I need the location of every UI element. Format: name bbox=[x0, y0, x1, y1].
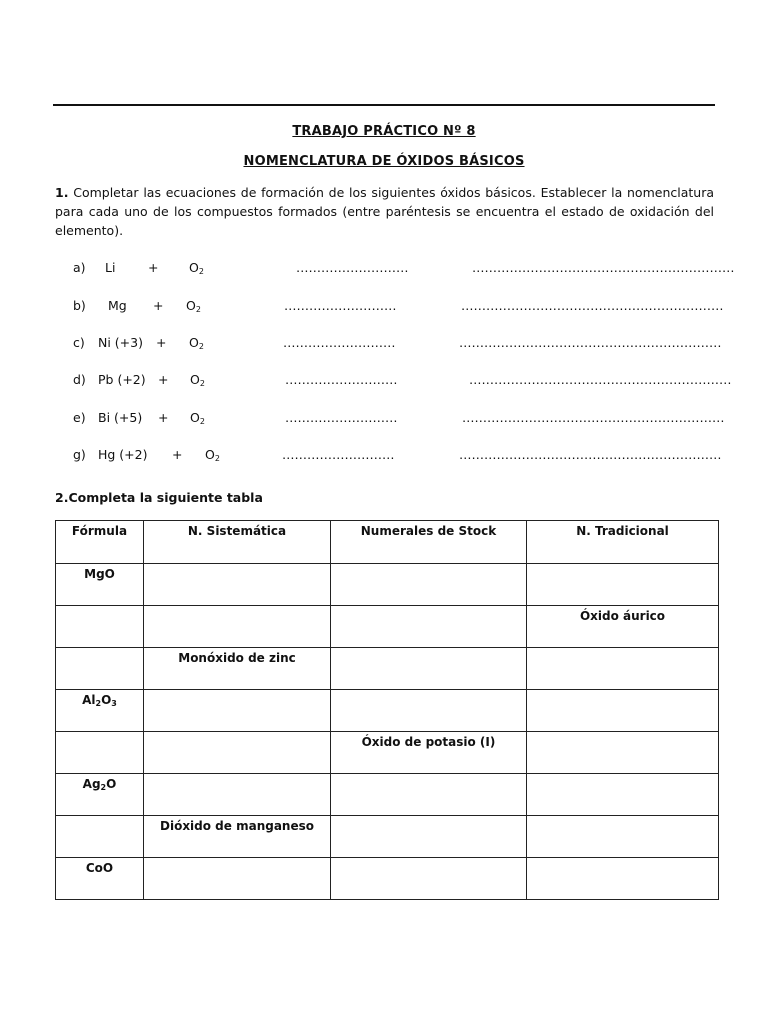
product-blank: ……………………… bbox=[284, 298, 397, 313]
cell-stock bbox=[331, 690, 527, 732]
cell-formula bbox=[56, 774, 144, 816]
product-blank: ……………………… bbox=[283, 335, 396, 350]
cell-tradicional bbox=[527, 564, 719, 606]
cell-text bbox=[527, 648, 718, 651]
equation-letter: a) bbox=[73, 260, 86, 275]
cell-sistematica bbox=[144, 858, 331, 900]
column-header-formula: Fórmula bbox=[56, 521, 144, 564]
cell-stock bbox=[331, 774, 527, 816]
equation-plus: + bbox=[156, 335, 167, 350]
cell-sistematica bbox=[144, 816, 331, 858]
equation-reactant bbox=[205, 447, 220, 463]
cell-formula bbox=[56, 648, 144, 690]
cell-sistematica bbox=[144, 732, 331, 774]
reactant-symbol: O bbox=[190, 410, 200, 425]
cell-text: $Ag_2O$ bbox=[82, 777, 117, 792]
cell-text bbox=[56, 732, 143, 735]
cell-text bbox=[331, 564, 526, 567]
equation-plus: + bbox=[158, 410, 169, 425]
top-rule bbox=[53, 104, 715, 106]
cell-sistematica bbox=[144, 648, 331, 690]
cell-text: Óxido de potasio (I) bbox=[361, 735, 496, 749]
name-blank: ……………………………………………………… bbox=[462, 410, 725, 425]
exercise-1-number: 1. bbox=[55, 185, 69, 200]
equation-reactant bbox=[190, 410, 205, 426]
cell-text bbox=[56, 816, 143, 819]
page-subtitle: NOMENCLATURA DE ÓXIDOS BÁSICOS bbox=[243, 154, 525, 169]
table-row bbox=[56, 690, 719, 732]
equation-element: Mg bbox=[108, 298, 127, 313]
cell-text bbox=[144, 732, 330, 735]
reactant-subscript: 2 bbox=[199, 417, 205, 426]
cell-text bbox=[144, 858, 330, 861]
equation-letter: g) bbox=[73, 447, 86, 462]
equation-reactant bbox=[186, 298, 201, 314]
cell-text bbox=[331, 774, 526, 777]
cell-stock bbox=[331, 732, 527, 774]
cell-text: $Al_2O_3$ bbox=[82, 693, 117, 708]
cell-text bbox=[331, 606, 526, 609]
equation-element: Hg (+2) bbox=[98, 447, 148, 462]
name-blank: ……………………………………………………… bbox=[472, 260, 735, 275]
equation-plus: + bbox=[172, 447, 183, 462]
table-row bbox=[56, 564, 719, 606]
equation-letter: d) bbox=[73, 372, 86, 387]
name-blank: ……………………………………………………… bbox=[469, 372, 732, 387]
reactant-symbol: O bbox=[205, 447, 215, 462]
cell-tradicional bbox=[527, 690, 719, 732]
cell-stock bbox=[331, 816, 527, 858]
cell-formula bbox=[56, 816, 144, 858]
reactant-symbol: O bbox=[189, 260, 199, 275]
equation-reactant bbox=[189, 335, 204, 351]
equation-element: Pb (+2) bbox=[98, 372, 146, 387]
reactant-subscript: 2 bbox=[198, 267, 204, 276]
cell-text bbox=[331, 858, 526, 861]
equation-reactant bbox=[189, 260, 204, 276]
equation-reactant bbox=[190, 372, 205, 388]
table-row bbox=[56, 858, 719, 900]
cell-sistematica bbox=[144, 606, 331, 648]
cell-text bbox=[527, 774, 718, 777]
cell-text bbox=[56, 606, 143, 609]
oxides-table bbox=[55, 520, 719, 900]
cell-text bbox=[331, 816, 526, 819]
cell-sistematica bbox=[144, 564, 331, 606]
cell-formula bbox=[56, 732, 144, 774]
reactant-subscript: 2 bbox=[214, 454, 220, 463]
table-row bbox=[56, 732, 719, 774]
reactant-symbol: O bbox=[189, 335, 199, 350]
name-blank: ……………………………………………………… bbox=[459, 335, 722, 350]
cell-formula bbox=[56, 690, 144, 732]
equation-element: Li bbox=[105, 260, 116, 275]
cell-tradicional bbox=[527, 816, 719, 858]
name-blank: ……………………………………………………… bbox=[459, 447, 722, 462]
cell-text bbox=[527, 732, 718, 735]
equation-letter: e) bbox=[73, 410, 86, 425]
reactant-subscript: 2 bbox=[199, 379, 205, 388]
equation-element: Ni (+3) bbox=[98, 335, 143, 350]
table-header-row bbox=[56, 521, 719, 564]
reactant-symbol: O bbox=[186, 298, 196, 313]
cell-text: Monóxido de zinc bbox=[178, 651, 296, 665]
cell-stock bbox=[331, 648, 527, 690]
column-header-sistematica: N. Sistemática bbox=[144, 521, 331, 564]
cell-stock bbox=[331, 564, 527, 606]
cell-text bbox=[527, 858, 718, 861]
cell-tradicional bbox=[527, 648, 719, 690]
equation-letter: c) bbox=[73, 335, 85, 350]
cell-formula bbox=[56, 606, 144, 648]
equation-plus: + bbox=[153, 298, 164, 313]
product-blank: ……………………… bbox=[285, 372, 398, 387]
exercise-2-title: 2.Completa la siguiente tabla bbox=[55, 490, 263, 505]
cell-text bbox=[527, 816, 718, 819]
column-header-stock: Numerales de Stock bbox=[331, 521, 527, 564]
column-header-tradicional: N. Tradicional bbox=[527, 521, 719, 564]
cell-text bbox=[144, 606, 330, 609]
cell-formula bbox=[56, 564, 144, 606]
cell-stock bbox=[331, 858, 527, 900]
cell-text bbox=[144, 690, 330, 693]
cell-text bbox=[144, 774, 330, 777]
equation-element: Bi (+5) bbox=[98, 410, 143, 425]
cell-tradicional bbox=[527, 774, 719, 816]
exercise-1-instructions bbox=[55, 183, 714, 240]
cell-text: Óxido áurico bbox=[579, 609, 666, 623]
cell-text: Dióxido de manganeso bbox=[160, 819, 314, 833]
product-blank: ……………………… bbox=[296, 260, 409, 275]
equation-plus: + bbox=[148, 260, 159, 275]
cell-text bbox=[56, 648, 143, 651]
table-row bbox=[56, 816, 719, 858]
reactant-subscript: 2 bbox=[195, 305, 201, 314]
cell-tradicional bbox=[527, 858, 719, 900]
exercise-1-text: Completar las ecuaciones de formación de los siguientes óxidos básicos. Establecer la nomenclatura para cada uno de los compuestos formados (entre paréntesis se encuentra el estado de oxidación del elemento). bbox=[55, 185, 714, 238]
cell-text bbox=[527, 690, 718, 693]
cell-text bbox=[331, 690, 526, 693]
cell-tradicional bbox=[527, 606, 719, 648]
cell-stock bbox=[331, 606, 527, 648]
reactant-subscript: 2 bbox=[198, 342, 204, 351]
equation-plus: + bbox=[158, 372, 169, 387]
cell-text bbox=[331, 648, 526, 651]
cell-text bbox=[144, 564, 330, 567]
cell-sistematica bbox=[144, 774, 331, 816]
product-blank: ……………………… bbox=[282, 447, 395, 462]
table-row bbox=[56, 774, 719, 816]
cell-sistematica bbox=[144, 690, 331, 732]
name-blank: ……………………………………………………… bbox=[461, 298, 724, 313]
cell-text bbox=[527, 564, 718, 567]
cell-text: MgO bbox=[84, 567, 115, 581]
equation-letter: b) bbox=[73, 298, 86, 313]
cell-tradicional bbox=[527, 732, 719, 774]
table-row bbox=[56, 648, 719, 690]
reactant-symbol: O bbox=[190, 372, 200, 387]
page-title: TRABAJO PRÁCTICO Nº 8 bbox=[292, 124, 476, 139]
product-blank: ……………………… bbox=[285, 410, 398, 425]
cell-formula bbox=[56, 858, 144, 900]
cell-text: CoO bbox=[85, 861, 114, 875]
table-row bbox=[56, 606, 719, 648]
